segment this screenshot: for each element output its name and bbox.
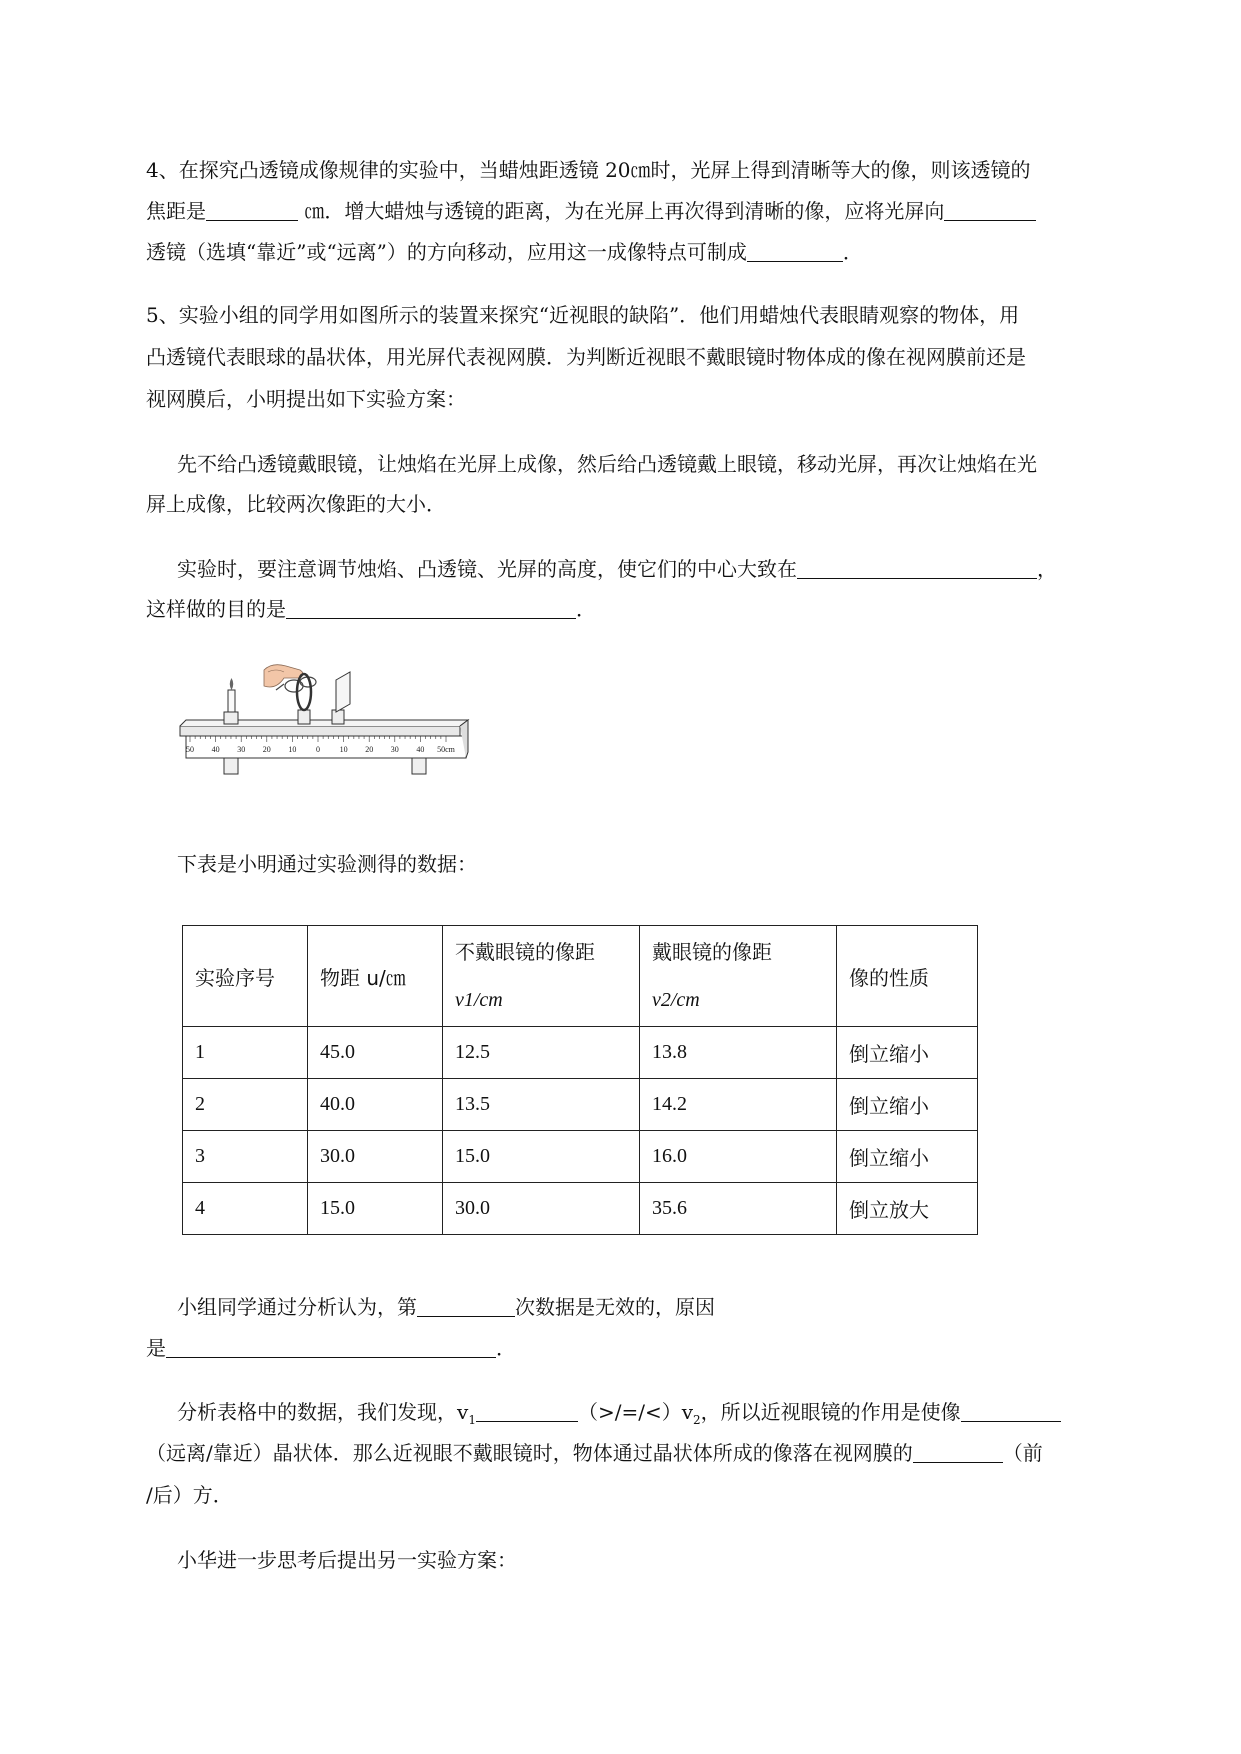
q5-blank-invalid-reason[interactable] bbox=[166, 1337, 496, 1358]
cell-v1: 15.0 bbox=[443, 1131, 640, 1183]
cell-v2: 16.0 bbox=[640, 1131, 837, 1183]
q5-invalid-line-2 bbox=[146, 1334, 516, 1362]
q5-blank-compare[interactable] bbox=[476, 1401, 578, 1422]
scale-tick-label: 30 bbox=[390, 745, 399, 754]
cell-v2: 14.2 bbox=[640, 1079, 837, 1131]
cell-nature: 倒立缩小 bbox=[837, 1079, 978, 1131]
header-object-distance bbox=[308, 926, 443, 1027]
cell-v1: 12.5 bbox=[443, 1027, 640, 1079]
q5-analysis-text-1a: 分析表格中的数据，我们发现，v bbox=[177, 1400, 469, 1424]
cell-v1: 13.5 bbox=[443, 1079, 640, 1131]
cell-object-distance: 30.0 bbox=[308, 1131, 443, 1183]
q5-line-1 bbox=[146, 301, 1019, 329]
q5-analysis-text-1b: （>/=/<）v bbox=[577, 1400, 694, 1424]
scale-tick-label: 10 bbox=[339, 745, 348, 754]
header-object-label: 物距 u/㎝ bbox=[320, 965, 406, 990]
header-no-glasses-label: 不戴眼镜的像距 bbox=[455, 940, 595, 964]
q4-text-1: 4、在探究凸透镜成像规律的实验中，当蜡烛距透镜 20㎝时，光屏上得到清晰等大的像，则该透镜的 bbox=[146, 158, 1031, 182]
header-image-nature bbox=[837, 926, 978, 1027]
q5-blank-invalid-trial[interactable] bbox=[417, 1296, 515, 1317]
q5-plan-line-1 bbox=[177, 450, 1037, 478]
q5-analysis-sub-1: 1 bbox=[468, 1413, 476, 1427]
q4-line-3 bbox=[146, 238, 863, 266]
header-v2-unit: v2/cm bbox=[652, 989, 700, 1011]
header-v1-unit: v1/cm bbox=[455, 989, 503, 1011]
q4-line-1 bbox=[146, 156, 1031, 184]
cell-v2: 35.6 bbox=[640, 1183, 837, 1235]
scale-tick-label: 20 bbox=[262, 745, 271, 754]
q5-adjust-line-2 bbox=[146, 595, 596, 623]
header-trial-number bbox=[183, 926, 308, 1027]
q4-blank-application[interactable] bbox=[747, 241, 843, 262]
q5-invalid-text-2b: ． bbox=[496, 1336, 516, 1360]
q4-text-3b: ． bbox=[842, 240, 863, 264]
q5-alt-plan-text: 小华进一步思考后提出另一实验方案： bbox=[177, 1548, 517, 1572]
table-intro: 下表是小明通过实验测得的数据： bbox=[177, 852, 477, 876]
q5-analysis-text-2b: （前 bbox=[1002, 1441, 1043, 1465]
scale-tick-label: 40 bbox=[416, 745, 425, 754]
q4-text-2a: 焦距是 bbox=[146, 199, 206, 223]
q5-alt-plan-line bbox=[177, 1546, 517, 1574]
q5-analysis-text-1c: ，所以近视眼镜的作用是使像 bbox=[700, 1400, 961, 1424]
q5-analysis-line-2 bbox=[146, 1439, 1043, 1467]
cell-v2: 13.8 bbox=[640, 1027, 837, 1079]
header-image-distance-no-glasses bbox=[443, 926, 640, 1027]
q5-analysis-text-2a: （远离/靠近）晶状体．那么近视眼不戴眼镜时，物体通过晶状体所成的像落在视网膜的 bbox=[146, 1441, 913, 1465]
header-with-glasses-label: 戴眼镜的像距 bbox=[652, 940, 772, 964]
q5-invalid-text-1b: 次数据是无效的，原因 bbox=[515, 1295, 715, 1319]
table-row bbox=[183, 1131, 978, 1183]
cell-nature: 倒立缩小 bbox=[837, 1131, 978, 1183]
q5-analysis-text-3: /后）方． bbox=[146, 1483, 233, 1507]
light-screen-icon bbox=[332, 672, 350, 724]
table-header-row bbox=[183, 926, 978, 1027]
table-row bbox=[183, 1079, 978, 1131]
q5-plan-line-2 bbox=[146, 490, 446, 518]
cell-nature: 倒立缩小 bbox=[837, 1027, 978, 1079]
q5-invalid-text-1a: 小组同学通过分析认为，第 bbox=[177, 1295, 417, 1319]
q5-blank-center-height[interactable] bbox=[797, 558, 1037, 579]
q5-analysis-line-1 bbox=[177, 1398, 1061, 1434]
scale-tick-label: 30 bbox=[237, 745, 246, 754]
scale-tick-label: 50 bbox=[186, 745, 194, 754]
scale-tick-label: 0 bbox=[316, 745, 320, 754]
table-intro-line bbox=[177, 850, 477, 878]
cell-v1: 30.0 bbox=[443, 1183, 640, 1235]
candle-icon bbox=[224, 678, 238, 724]
convex-lens-icon bbox=[297, 674, 311, 724]
table-row bbox=[183, 1027, 978, 1079]
scale-tick-label: 10 bbox=[288, 745, 297, 754]
header-trial-label: 实验序号 bbox=[195, 965, 275, 990]
table-row bbox=[183, 1183, 978, 1235]
optical-bench-figure bbox=[176, 660, 496, 800]
q4-text-2b: ㎝．增大蜡烛与透镜的距离，为在光屏上再次得到清晰的像，应将光屏向 bbox=[298, 199, 945, 223]
q5-line-2 bbox=[146, 343, 1026, 371]
scale-tick-label: 20 bbox=[365, 745, 374, 754]
q5-invalid-line-1 bbox=[177, 1293, 715, 1321]
cell-trial: 3 bbox=[183, 1131, 308, 1183]
q4-text-3a: 透镜（选填“靠近”或“远离”）的方向移动，应用这一成像特点可制成 bbox=[146, 240, 747, 264]
q5-analysis-line-3 bbox=[146, 1481, 233, 1509]
data-table bbox=[182, 925, 978, 1235]
cell-object-distance: 45.0 bbox=[308, 1027, 443, 1079]
q5-adjust-text-end: ， bbox=[1037, 557, 1057, 581]
q5-line-3 bbox=[146, 385, 466, 413]
q5-text-2: 凸透镜代表眼球的晶状体，用光屏代表视网膜．为判断近视眼不戴眼镜时物体成的像在视网膜前还是 bbox=[146, 345, 1026, 369]
q5-blank-purpose[interactable] bbox=[286, 598, 576, 619]
q4-line-2 bbox=[146, 197, 1036, 225]
header-image-distance-with-glasses bbox=[640, 926, 837, 1027]
q5-plan-text-2: 屏上成像，比较两次像距的大小． bbox=[146, 492, 446, 516]
cell-object-distance: 40.0 bbox=[308, 1079, 443, 1131]
q5-adjust-line-1 bbox=[177, 555, 1057, 583]
cell-trial: 4 bbox=[183, 1183, 308, 1235]
q5-blank-glasses-effect[interactable] bbox=[961, 1401, 1061, 1422]
bench-rail bbox=[180, 720, 468, 774]
scale-tick-label: 40 bbox=[211, 745, 220, 754]
q5-text-1: 5、实验小组的同学用如图所示的装置来探究“近视眼的缺陷”．他们用蜡烛代表眼睛观察的物体，用 bbox=[146, 303, 1020, 327]
cell-trial: 2 bbox=[183, 1079, 308, 1131]
header-nature-label: 像的性质 bbox=[849, 965, 929, 990]
q5-adjust-text-1: 实验时，要注意调节烛焰、凸透镜、光屏的高度，使它们的中心大致在 bbox=[177, 557, 797, 581]
cell-trial: 1 bbox=[183, 1027, 308, 1079]
q5-analysis-sub-2: 2 bbox=[693, 1413, 701, 1427]
scale-tick-label: 50cm bbox=[437, 745, 455, 754]
q5-invalid-text-2a: 是 bbox=[146, 1336, 166, 1360]
q5-adjust-text-2b: ． bbox=[576, 597, 596, 621]
q5-blank-front-back[interactable] bbox=[913, 1442, 1003, 1463]
q5-text-3: 视网膜后，小明提出如下实验方案： bbox=[146, 387, 466, 411]
cell-object-distance: 15.0 bbox=[308, 1183, 443, 1235]
q4-blank-direction[interactable] bbox=[944, 200, 1036, 221]
q5-plan-text-1: 先不给凸透镜戴眼镜，让烛焰在光屏上成像，然后给凸透镜戴上眼镜，移动光屏，再次让烛焰在光 bbox=[177, 452, 1037, 476]
cell-nature: 倒立放大 bbox=[837, 1183, 978, 1235]
q5-adjust-text-2a: 这样做的目的是 bbox=[146, 597, 286, 621]
q4-blank-focal-length[interactable] bbox=[206, 200, 298, 221]
